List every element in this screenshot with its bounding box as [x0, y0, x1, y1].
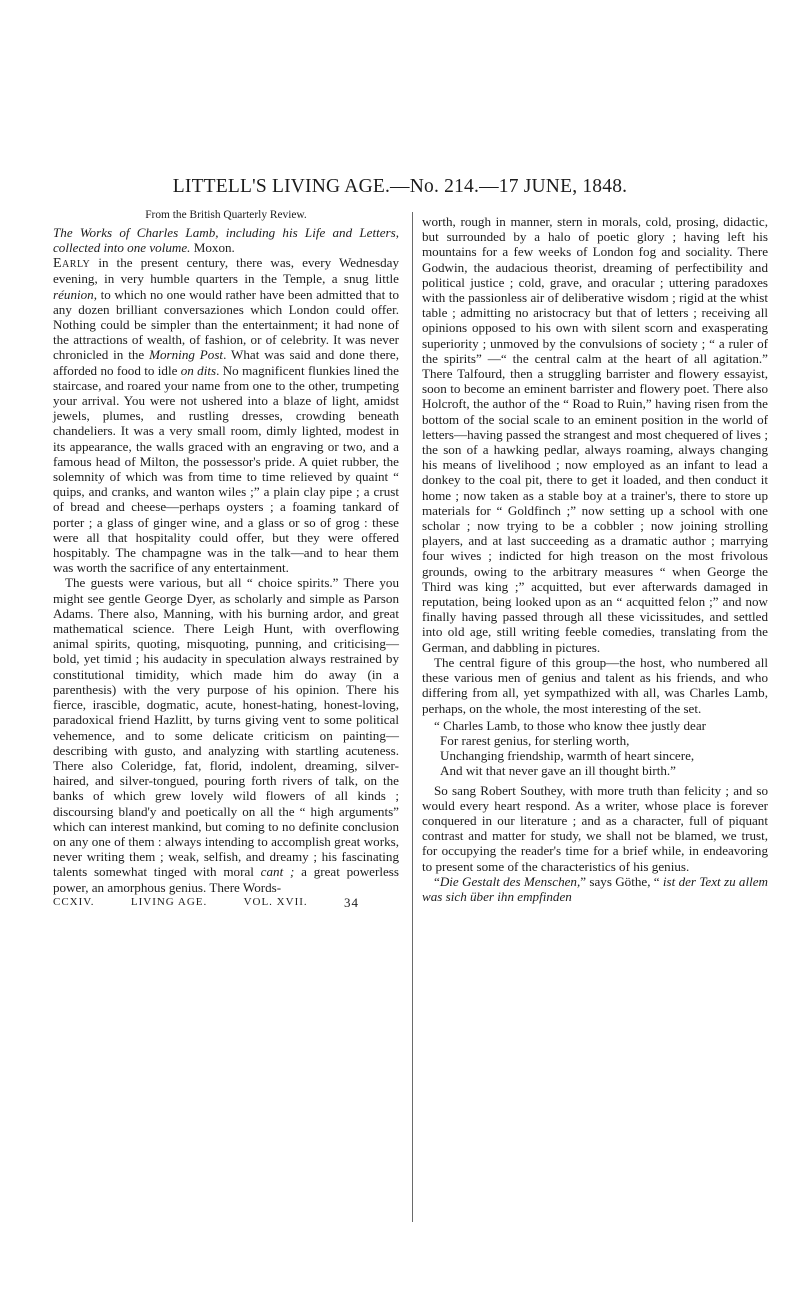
italic-cant: cant ;	[260, 864, 295, 880]
source-line: From the British Quarterly Review.	[145, 209, 307, 221]
paragraph-1-text-b: , to which no one would rather have been admitted that to any dozen brilliant conversaziones which London could offer. Nothing could be simpler than the entertainment; it had none of the attractions of wealth, of fashion, or of celebrity. It was never chronicled in the	[53, 286, 399, 363]
poem-line: Unchanging friendship, warmth of heart sincere,	[440, 748, 695, 764]
paragraph-1-text-d: . No magnificent flunkies lined the staircase, and roared your name from one to the other, trumpeting your arrival. You were not ushered into a blaze of light, amidst jewels, plumes, and rustling dresses, crowding beneath chandeliers. It was a very small room, dimly lighted, modest in its appearance, the walls graced with an engraving or two, and a famous head of Milton, the possessor's pride. A quiet rubber, the solemnity of which was from time to time relieved by quaint “ quips, and cranks, and wanton wiles ;” a plain clay pipe ; a crust of bread and cheese—perhaps oysters ; a foaming tankard of porter ; a glass of ginger wine, and a glass or so of grog : these were all that hospitality could offer, but they were offered hospitably. The champagne was in the talk—and to hear them was worth the sacrifice of any entertainment.	[53, 362, 399, 576]
footer-volume: VOL. XVII.	[243, 895, 308, 908]
poem-quote	[422, 718, 768, 779]
german-quote-2: ist der Text zu allem was sich über ihn empfinden	[422, 873, 769, 904]
poem-line: “ Charles Lamb, to those who know thee justly dear	[434, 717, 706, 733]
paragraph-6-mid: ” says Göthe, “	[580, 873, 663, 889]
poem-line: And wit that never gave an ill thought birth.”	[440, 763, 676, 779]
paragraph-1	[53, 255, 399, 575]
german-quote-1: Die Gestalt des Menschen,	[439, 873, 581, 889]
column-divider	[412, 212, 413, 1222]
italic-reunion: réunion	[53, 286, 94, 302]
quote-open: “	[434, 873, 440, 889]
paragraph-5: So sang Robert Southey, with more truth than felicity ; and so would every heart respond. As a writer, whose place is forever conquered in our literature ; and as a character, full of piquant contrast and matter for study, we shall not be blamed, we trust, for occupying the reader's time for a brief while, in endeavoring to present some of the characteristics of his genius.	[422, 782, 768, 874]
footer-page-number: 34	[343, 894, 359, 910]
italic-morning-post: Morning Post	[149, 347, 224, 363]
poem-line: For rarest genius, for sterling worth,	[440, 732, 630, 748]
paragraph-2	[53, 575, 399, 894]
review-title	[53, 225, 399, 255]
right-column	[422, 214, 768, 904]
paragraph-6	[422, 874, 768, 904]
italic-on-dits: on dits	[180, 362, 217, 378]
page-footer	[53, 895, 399, 910]
review-publisher: Moxon.	[190, 240, 235, 256]
paragraph-1-text-c: . What was said and done there, afforded no food to idle	[53, 347, 399, 378]
left-column	[53, 208, 399, 910]
footer-number: CCXIV.	[53, 895, 95, 908]
paragraph-1-text-a: in the present century, there was, every Wednesday evening, in very humble quarters in the Temple, a snug little	[53, 255, 399, 287]
footer-living-age: LIVING AGE.	[130, 895, 208, 908]
paragraph-3: worth, rough in manner, stern in morals, cold, prosing, didactic, but surrounded by a halo of poetic glory ; having left his mountains for a few weeks of London fog and sociality. There Godwin, the audacious theorist, dreaming of perfectibility and political justice ; cold, grave, and oracular ; uttering paradoxes with the passionless air of deliberative wisdom ; rigid at the whist table ; admitting no aristocracy but that of letters ; receiving all opinions opposed to his own with silent scorn and exasperating superiority ; unmoved by the convulsions of society ; “ a ruler of the spirits” —“ the central calm at the heart of all agitation.” There Talfourd, then a struggling barrister and flowery essayist, soon to become an eminent barrister and flowery poet. There also Holcroft, the author of the “ Road to Ruin,” having risen from the bottom of the social scale to an eminent position in the world of letters—having passed the strangest and most chequered of lives ; the son of a hawking pedlar, always roaming, always changing his means of livelihood ; now employed as an infant to lead a donkey to the coal pit, there to get it loaded, and then conduct it home ; now taken as a stable boy at a trainer's, there to store up materials for “ Goldfinch ;” now setting up a school with one scholar ; now trying to be a cobbler ; now joining strolling players, and at last succeeding as a dramatic author ; marrying four wives ; indicted for high treason on the most frivolous grounds, owing to the arbitrary measures “ when George the Third was king ;” acquitted, but ever afterwards damaged in reputation, being looked upon as an “ acquitted felon ;” and now finally having passed through all these vicissitudes, and settled into old age, still writing feeble comedies, translating from the German, and dabbling in pictures.	[422, 214, 768, 655]
paragraph-2-end: a great powerless power, an amorphous genius. There Words-	[53, 864, 399, 895]
review-title-italic: The Works of Charles Lamb, including his Life and Letters, collected into one volume.	[53, 225, 399, 256]
paragraph-2-text: The guests were various, but all “ choice spirits.” There you might see gentle George Dyer, as scholarly and simple as Parson Adams. There also, Manning, with his burning ardor, and great mathematical science. There Leigh Hunt, with overflowing animal spirits, quoting, misquoting, punning, and criticising—bold, yet timid ; his audacity in speculation always restrained by constitutional timidity, which made him do away (in a parenthesis) with the very purpose of his opinion. There his fierce, irascible, dogmatic, acute, honest-hating, honest-loving, paradoxical friend Hazlitt, by turns giving vent to some political vehemence, and to some delicate criticism on painting—describing with gusto, and analyzing with startling acuteness. There also Coleridge, fat, florid, indolent, dreaming, silver-haired, and silver-tongued, pouring forth rivers of talk, on the banks of which grew lovely wild flowers of all kinds ; discoursing bland'y and poetically on all the “ high arguments” which can interest mankind, but coming to no definite conclusion on any one of them : always intending to accomplish great works, never writing them ; weak, selfish, and dreamy ; his fascinating talents somewhat tinged with moral	[53, 575, 399, 880]
running-header: LITTELL'S LIVING AGE.—No. 214.—17 JUNE, 1848.	[172, 176, 628, 197]
drop-word: Early	[53, 256, 91, 272]
paragraph-4: The central figure of this group—the host, who numbered all these various men of genius and talent as his friends, and who differing from all, yet sympathized with all, was Charles Lamb, perhaps, on the whole, the most interesting of the set.	[422, 654, 768, 716]
